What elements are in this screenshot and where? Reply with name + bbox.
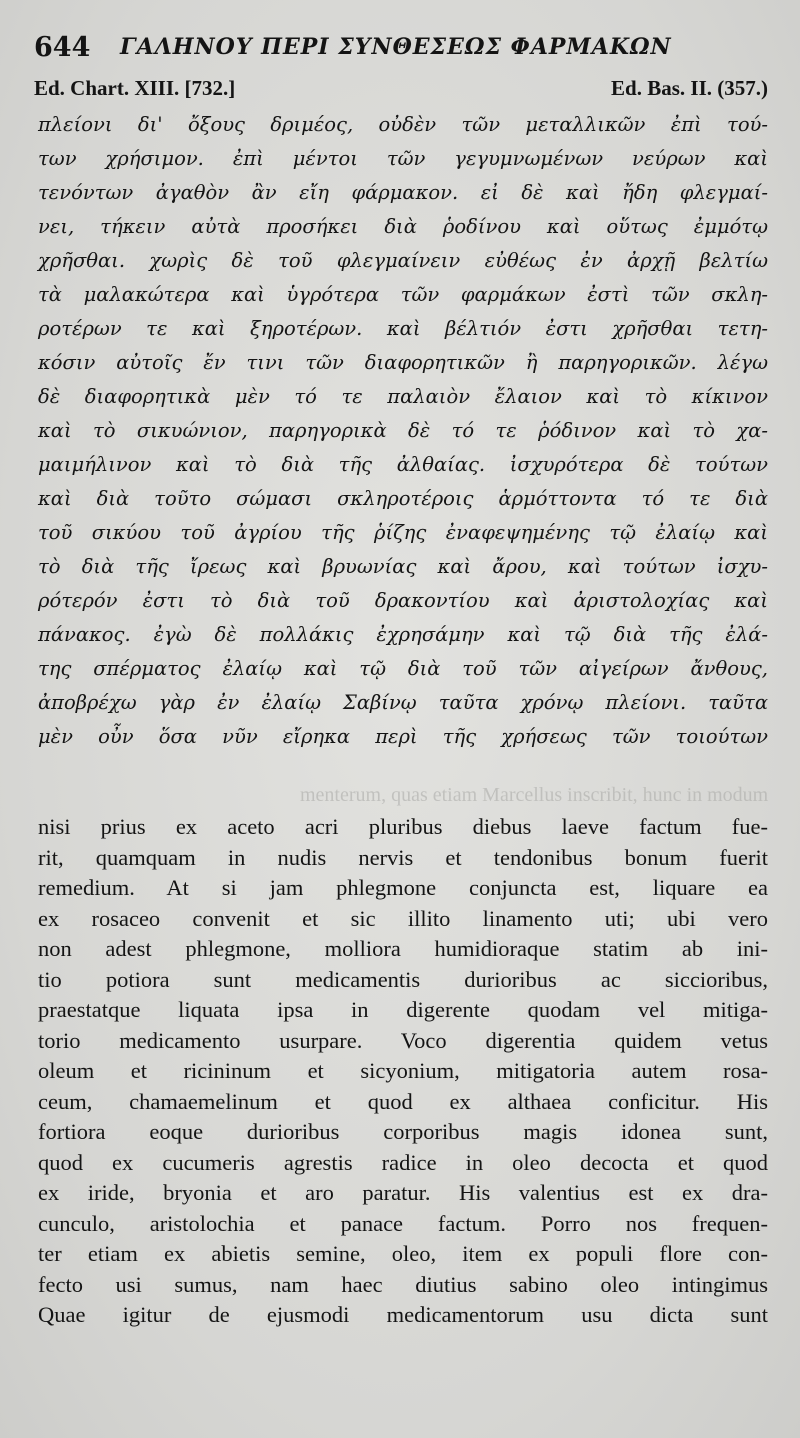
greek-text-line: τενόντων ἀγαθὸν ἂν εἴη φάρμακον. εἰ δὲ καὶ ἤδη φλεγμαί-	[38, 181, 768, 204]
greek-text-line: των χρήσιμον. ἐπὶ μέντοι τῶν γεγυμνωμένων νεύρων καὶ	[38, 147, 768, 170]
edition-references	[34, 76, 768, 106]
greek-text-line: ρότερόν ἐστι τὸ διὰ τοῦ δρακοντίου καὶ ἀριστολοχίας καὶ	[38, 589, 768, 612]
latin-text-line: tio potiora sunt medicamentis durioribus ac siccioribus,	[38, 966, 768, 992]
greek-text-line: κόσιν αὐτοῖς ἔν τινι τῶν διαφορητικῶν ἢ παρηγορικῶν. λέγω	[38, 351, 768, 374]
greek-text-line: τὸ διὰ τῆς ἴρεως καὶ βρυωνίας καὶ ἄρου, καὶ τούτων ἰσχυ-	[38, 555, 768, 578]
latin-text-line: cunculo, aristolochia et panace factum. Porro nos frequen-	[38, 1210, 768, 1236]
greek-text-line: μὲν οὖν ὅσα νῦν εἴρηκα περὶ τῆς χρήσεως τῶν τοιούτων	[38, 725, 768, 748]
greek-text-line: ἀποβρέχω γὰρ ἐν ἐλαίῳ Σαβίνῳ ταῦτα χρόνῳ πλείονι. ταῦτα	[38, 691, 768, 714]
greek-text-line: καὶ τὸ σικυώνιον, παρηγορικὰ δὲ τό τε ῥόδινον καὶ τὸ χα-	[38, 419, 768, 442]
greek-text-line: ροτέρων τε καὶ ξηροτέρων. καὶ βέλτιόν ἐστι χρῆσθαι τετη-	[38, 317, 768, 340]
latin-text-line: nisi prius ex aceto acri pluribus diebus laeve factum fue-	[38, 814, 768, 839]
greek-text-line: τὰ μαλακώτερα καὶ ὑγρότερα τῶν φαρμάκων ἐστὶ τῶν σκλη-	[38, 283, 768, 306]
greek-text-line: πάνακος. ἐγὼ δὲ πολλάκις ἐχρησάμην καὶ τῷ διὰ τῆς ἐλά-	[38, 623, 768, 646]
greek-text-line: πλείονι δι' ὄξους δριμέος, οὐδὲν τῶν μεταλλικῶν ἐπὶ τού-	[38, 113, 768, 136]
greek-text-line: μαιμήλινον καὶ τὸ διὰ τῆς ἀλθαίας. ἰσχυρότερα δὲ τούτων	[38, 453, 768, 476]
latin-text-line: ex iride, bryonia et aro paratur. His valentius est ex dra-	[38, 1180, 768, 1205]
latin-text-line: fortiora eoque durioribus corporibus magis idonea sunt,	[38, 1119, 768, 1144]
running-head	[34, 30, 774, 74]
latin-text-line: ex rosaceo convenit et sic illito linamento uti; ubi vero	[38, 905, 768, 931]
latin-text-line: torio medicamento usurpare. Voco digerentia quidem vetus	[38, 1027, 768, 1053]
latin-text-line: rit, quamquam in nudis nervis et tendonibus bonum fuerit	[38, 844, 768, 870]
latin-text-line: praestatque liquata ipsa in digerente quodam vel mitiga-	[38, 997, 768, 1022]
greek-text-line: δὲ διαφορητικὰ μὲν τό τε παλαιὸν ἔλαιον καὶ τὸ κίκινον	[38, 385, 768, 408]
greek-text-line: χρῆσθαι. χωρὶς δὲ τοῦ φλεγμαίνειν εὐθέως ἐν ἀρχῇ βελτίω	[38, 249, 768, 272]
latin-text-line: Quae igitur de ejusmodi medicamentorum usu dicta sunt	[38, 1302, 768, 1327]
edition-bas-reference: Ed. Bas. II. (357.)	[611, 76, 768, 100]
latin-text-line: quod ex cucumeris agrestis radice in oleo decocta et quod	[38, 1149, 768, 1175]
latin-text-line: remedium. At si jam phlegmone conjuncta est, liquare ea	[38, 875, 768, 900]
greek-text-line: της σπέρματος ἐλαίῳ καὶ τῷ διὰ τοῦ τῶν αἰγείρων ἄνθους,	[38, 657, 768, 680]
latin-text-block	[38, 812, 768, 1331]
latin-text-line: fecto usi sumus, nam haec diutius sabino oleo intingimus	[38, 1271, 768, 1297]
latin-text-line: oleum et ricininum et sicyonium, mitigatoria autem rosa-	[38, 1058, 768, 1083]
running-title: ΓΑΛΗΝΟΥ ΠΕΡΙ ΣΥΝΘΕΣΕΩΣ ΦΑΡΜΑΚΩΝ	[120, 34, 672, 60]
edition-chart-reference: Ed. Chart. XIII. [732.]	[34, 76, 236, 100]
greek-text-line: καὶ διὰ τοῦτο σώμασι σκληροτέροις ἁρμόττοντα τό τε διὰ	[38, 487, 768, 510]
bleed-through-text: menterum, quas etiam Marcellus inscribit, hunc in modum	[300, 784, 769, 806]
page-number: 644	[34, 32, 91, 63]
latin-text-line: ter etiam ex abietis semine, oleo, item ex populi flore con-	[38, 1241, 768, 1266]
latin-text-line: ceum, chamaemelinum et quod ex althaea conficitur. His	[38, 1088, 768, 1114]
greek-text-line: νει, τήκειν αὐτὰ προσήκει διὰ ῥοδίνου καὶ οὕτως ἐμμότῳ	[38, 215, 768, 238]
greek-text-line: τοῦ σικύου τοῦ ἀγρίου τῆς ῥίζης ἐναφεψημένης τῷ ἐλαίῳ καὶ	[38, 521, 768, 544]
greek-text-block	[38, 108, 768, 754]
latin-text-line: non adest phlegmone, molliora humidioraque statim ab ini-	[38, 936, 768, 961]
